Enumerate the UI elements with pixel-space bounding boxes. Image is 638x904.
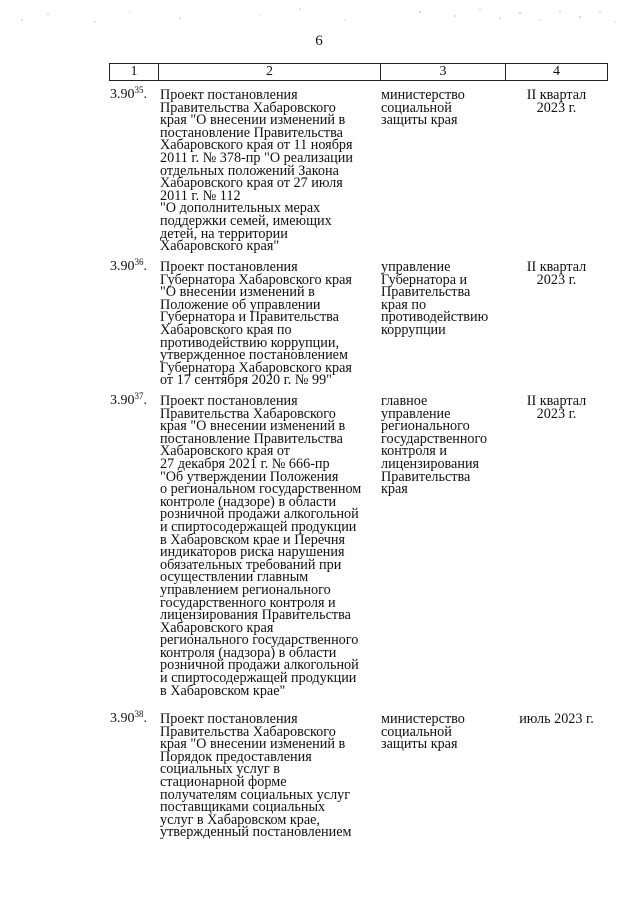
- text-line: главное: [381, 393, 428, 409]
- text-line: II квартал: [526, 393, 587, 409]
- text-line: Правительства: [381, 284, 471, 301]
- text-line: регионального: [381, 418, 470, 435]
- text-line: Правительства: [381, 468, 471, 485]
- text-line: утвержденное постановлением: [160, 347, 348, 364]
- text-line: поддержки семей, имеющих: [160, 212, 332, 229]
- row-number-main: 3.90: [110, 259, 135, 274]
- row-number-sup: 38: [134, 709, 144, 719]
- text-line: социальных услуг в: [160, 761, 280, 778]
- text-line: защиты края: [381, 112, 458, 129]
- text-line: Хабаровского края от: [160, 443, 290, 460]
- row-number-main: 3.90: [110, 711, 135, 726]
- text-line: постановление Правительства: [160, 430, 343, 447]
- text-line: края "О внесении изменений в: [160, 112, 346, 129]
- text-line: края по: [381, 296, 427, 313]
- text-line: осуществлении главным: [160, 569, 309, 586]
- text-line: Проект постановления: [160, 87, 298, 103]
- text-line: получателям социальных услуг: [160, 786, 351, 803]
- text-line: управление: [381, 405, 451, 422]
- row-deadline: [505, 395, 608, 420]
- text-line: социальной: [381, 723, 452, 740]
- text-line: Правительства Хабаровского: [160, 405, 336, 422]
- text-line: Хабаровского края по: [160, 321, 292, 338]
- row-number: 3.90$^{38}$.: [110, 709, 147, 726]
- text-line: 2023 г.: [536, 271, 577, 288]
- text-line: утвержденный постановлением: [160, 824, 352, 841]
- text-line: Правительства Хабаровского: [160, 723, 336, 740]
- row-number: 3.90$^{35}$.: [110, 85, 147, 102]
- text-line: Губернатора и Правительства: [160, 309, 339, 326]
- text-line: Губернатора Хабаровского края: [160, 271, 352, 288]
- row-number-sup: 37: [134, 391, 144, 401]
- row-number-main: 3.90: [110, 393, 135, 408]
- row-responsible: [381, 89, 505, 127]
- text-line: Хабаровского края: [160, 619, 274, 636]
- row-title: [160, 713, 376, 839]
- text-line: II квартал: [526, 259, 587, 275]
- text-line: Проект постановления: [160, 259, 298, 275]
- text-line: управление: [381, 259, 451, 275]
- text-line: министерство: [381, 87, 465, 103]
- text-line: июль 2023 г.: [519, 711, 594, 727]
- text-line: защиты края: [381, 736, 458, 753]
- text-line: Положение об управлении: [160, 296, 321, 313]
- text-line: Хабаровского края от 27 июля: [160, 175, 343, 192]
- row-number: 3.90$^{37}$.: [110, 391, 147, 408]
- row-number-sup: 36: [134, 257, 144, 267]
- text-line: постановление Правительства: [160, 124, 343, 141]
- text-line: в Хабаровском крае": [160, 682, 286, 699]
- row-number-main: 3.90: [110, 87, 135, 102]
- text-line: розничной продажи алкогольной: [160, 657, 359, 674]
- text-line: индикаторов риска нарушения: [160, 544, 345, 561]
- text-line: коррупции: [381, 321, 446, 338]
- row-responsible: [381, 713, 505, 751]
- row-deadline: [505, 713, 608, 726]
- text-line: 2011 г. № 112: [160, 187, 241, 204]
- row-responsible: [381, 395, 505, 496]
- text-line: поставщиками социальных: [160, 799, 326, 816]
- text-line: государственного контроля и: [160, 594, 336, 611]
- text-line: Проект постановления: [160, 393, 298, 409]
- header-col-1: 1: [130, 64, 138, 79]
- text-line: и спиртосодержащей продукции: [160, 518, 357, 535]
- text-line: противодействию: [381, 309, 489, 326]
- text-line: лицензирования Правительства: [160, 607, 351, 624]
- text-line: 2023 г.: [536, 99, 577, 116]
- text-line: министерство: [381, 711, 465, 727]
- text-line: Хабаровского края от 11 ноября: [160, 137, 353, 154]
- text-line: государственного: [381, 430, 488, 447]
- text-line: детей, на территории: [160, 225, 288, 242]
- row-title: [160, 261, 376, 387]
- row-deadline: [505, 89, 608, 114]
- header-col-2: 2: [158, 64, 380, 80]
- text-line: "О внесении изменений в: [160, 284, 315, 301]
- text-line: регионального государственного: [160, 632, 359, 649]
- text-line: услуг в Хабаровском крае,: [160, 811, 320, 828]
- text-line: противодействию коррупции,: [160, 334, 339, 351]
- row-number-sup: 35: [134, 85, 144, 95]
- page-number: 6: [315, 33, 323, 49]
- text-line: 2023 г.: [536, 405, 577, 422]
- text-line: отдельных положений Закона: [160, 162, 339, 179]
- text-line: II квартал: [526, 87, 587, 103]
- text-line: социальной: [381, 99, 452, 116]
- text-line: контроля и: [381, 443, 447, 460]
- text-line: Правительства Хабаровского: [160, 99, 336, 116]
- text-line: 27 декабря 2021 г. № 666-пр: [160, 455, 330, 472]
- text-line: края "О внесении изменений в: [160, 736, 346, 753]
- text-line: и спиртосодержащей продукции: [160, 670, 357, 687]
- row-deadline: [505, 261, 608, 286]
- text-line: 2011 г. № 378-пр "О реализации: [160, 149, 353, 166]
- text-line: лицензирования: [381, 455, 480, 472]
- text-line: контроля (надзора) в области: [160, 644, 337, 661]
- text-line: контроле (надзоре) в области: [160, 493, 337, 510]
- text-line: Порядок предоставления: [160, 748, 312, 765]
- table-header: [109, 63, 608, 81]
- text-line: обязательных требований при: [160, 556, 342, 573]
- text-line: "О дополнительных мерах: [160, 200, 321, 217]
- text-line: от 17 сентября 2020 г. № 99": [160, 372, 332, 389]
- row-title: [160, 89, 376, 253]
- text-line: "Об утверждении Положения: [160, 468, 339, 485]
- row-title: [160, 395, 376, 697]
- text-line: управлением регионального: [160, 581, 331, 598]
- text-line: Проект постановления: [160, 711, 298, 727]
- row-responsible: [381, 261, 505, 337]
- text-line: края "О внесении изменений в: [160, 418, 346, 435]
- text-line: розничной продажи алкогольной: [160, 506, 359, 523]
- text-line: в Хабаровском крае и Перечня: [160, 531, 346, 548]
- row-number: 3.90$^{36}$.: [110, 257, 147, 274]
- header-col-4: 4: [505, 64, 607, 80]
- text-line: стационарной форме: [160, 773, 287, 790]
- text-line: края: [381, 481, 408, 498]
- text-line: Губернатора Хабаровского края: [160, 359, 352, 376]
- text-line: Губернатора и: [381, 271, 468, 288]
- header-col-3: 3: [380, 64, 505, 80]
- text-line: о региональном государственном: [160, 481, 362, 498]
- text-line: Хабаровского края": [160, 238, 280, 255]
